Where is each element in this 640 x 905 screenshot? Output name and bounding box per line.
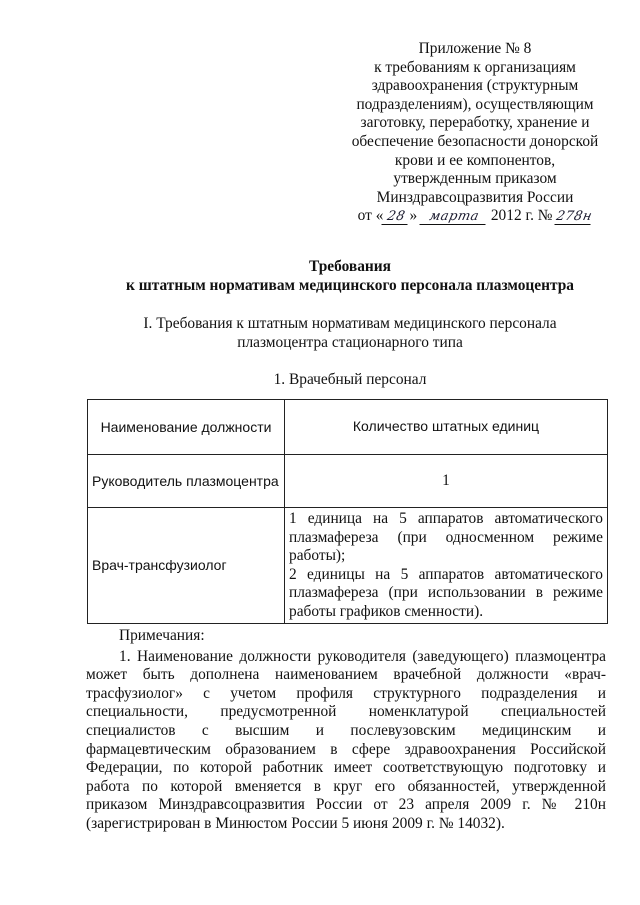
section-heading-line-1: I. Требования к штатным нормативам медицинского персонала: [143, 315, 557, 332]
order-date-prefix: от «: [357, 207, 384, 225]
note-line: фармацевтическим образованием в сфере здравоохранения Российской: [86, 740, 606, 758]
count-text-line: 1 единица на 5 аппаратов автоматического: [289, 510, 603, 527]
note-paragraph: [86, 648, 606, 834]
appendix-line: крови и ее компонентов,: [394, 151, 556, 169]
header-count-label: Количество штатных единиц: [352, 417, 540, 434]
appendix-block: [340, 40, 610, 226]
subsection-heading: 1. Врачебный персонал: [273, 371, 427, 388]
handwritten-day: 28: [382, 210, 411, 225]
note-line: 1. Наименование должности руководителя (заведующего) плазмоцентра: [119, 647, 606, 665]
table-row: [88, 455, 608, 508]
count-text-line: плазмафереза (при односменном режиме: [289, 528, 603, 546]
order-date-quote: »: [409, 207, 418, 225]
note-line: (зарегистрирован в Минюстом России 5 июня 2009 г. № 14032).: [86, 814, 505, 832]
title-line-2: к штатным нормативам медицинского персонала плазмоцентра: [126, 276, 574, 294]
note-line: может быть дополнена наименованием врачебной должности «врач-: [86, 666, 606, 684]
count-text-line: плазмафереза (при использовании в режиме: [289, 584, 603, 601]
table-header-row: [88, 400, 608, 455]
header-count: [285, 400, 608, 455]
appendix-line: обеспечение безопасности донорской: [351, 132, 599, 150]
appendix-line: здравоохранения (структурным: [371, 77, 579, 95]
appendix-line: к требованиям к организациям: [374, 58, 576, 76]
count-text-line: работы);: [289, 547, 346, 564]
appendix-line: Минздравсоцразвития России: [376, 188, 574, 206]
appendix-line: подразделениям), осуществляющим: [356, 95, 594, 113]
count-text-line: 2 единицы на 5 аппаратов автоматического: [289, 565, 603, 583]
appendix-line: утвержденным приказом: [393, 170, 557, 188]
document-title: [60, 258, 640, 295]
row-count: 1: [285, 455, 608, 508]
count-text-line: работы графиков сменности).: [289, 602, 484, 620]
header-position: Наименование должности: [88, 400, 285, 455]
order-year-label: 2012 г. №: [490, 207, 553, 225]
note-line: Федерации, по которой работник имеет соответствующую подготовку и: [86, 759, 606, 777]
note-line: работа по которой вменяется в круг его обязанностей, утвержденной: [86, 777, 606, 795]
appendix-line: заготовку, переработку, хранение и: [360, 114, 590, 132]
row-count: [285, 508, 608, 624]
order-date-number-line: [340, 207, 610, 226]
table-row: [88, 508, 608, 624]
note-line: приказом Минздравсоцразвития России от 23 апреля 2009 г. № 210н: [86, 796, 606, 814]
appendix-line: Приложение № 8: [418, 40, 532, 57]
note-line: специалистов с высшим и послевузовским медицинским и: [86, 721, 606, 739]
row-position: Руководитель плазмоцентра: [88, 455, 285, 508]
row-position: Врач-трансфузиолог: [88, 508, 285, 624]
handwritten-order-number: 278н: [555, 209, 594, 225]
notes-block: [86, 627, 606, 834]
title-line-1: Требования: [309, 258, 391, 275]
section-heading-line-2: плазмоцентра стационарного типа: [237, 333, 463, 351]
notes-heading: Примечания:: [119, 627, 205, 644]
handwritten-month: марта: [419, 210, 488, 225]
note-line: трасфузиолог» с учетом профиля структурного подразделения и: [86, 684, 606, 702]
section-heading: [60, 315, 640, 352]
staffing-table: [87, 399, 608, 624]
note-line: специальности, предусмотренной номенклатурой специальностей: [86, 703, 606, 721]
